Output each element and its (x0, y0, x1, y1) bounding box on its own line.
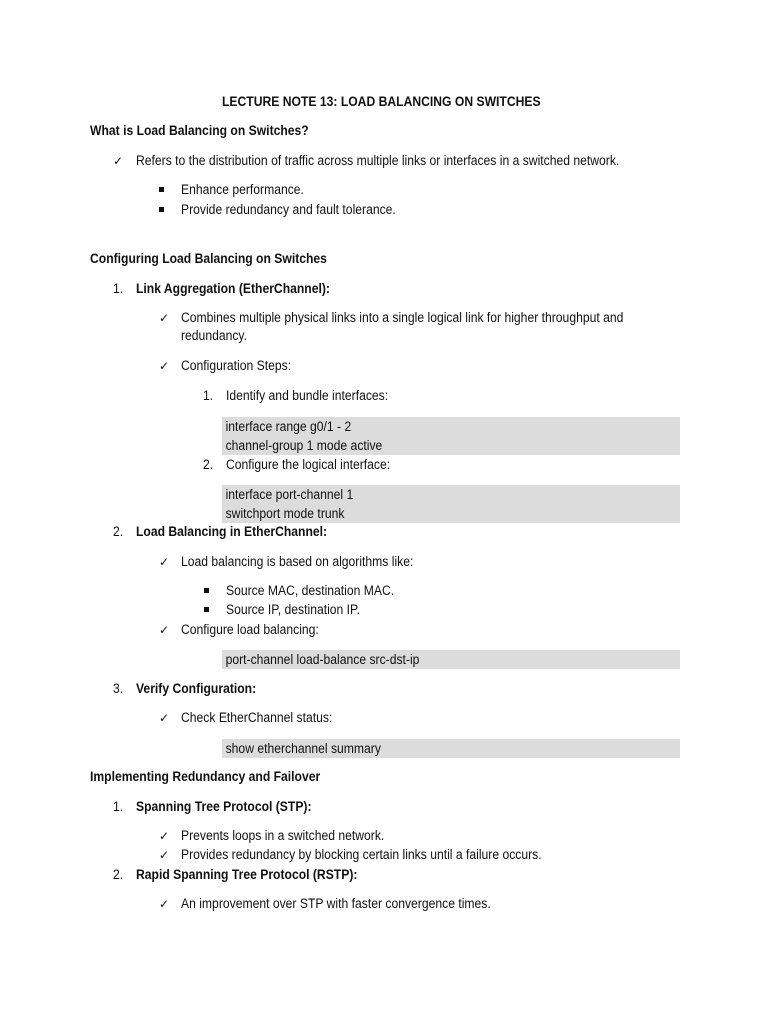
code-line: port-channel load-balance src-dst-ip (225, 652, 420, 667)
list-number: 1. (113, 281, 124, 296)
code-line: show etherchannel summary (225, 741, 381, 756)
step-number: 2. (203, 457, 214, 472)
list-number: 2. (113, 867, 124, 882)
check-status-label: Check EtherChannel status: (181, 710, 333, 725)
list-item: An improvement over STP with faster convergence times. (181, 896, 491, 911)
checkmark-icon: ✓ (159, 829, 170, 843)
code-line: switchport mode trunk (225, 506, 345, 521)
code-line: channel-group 1 mode active (225, 438, 383, 453)
checkmark-icon: ✓ (159, 711, 170, 725)
config-steps-label: Configuration Steps: (181, 358, 292, 373)
checkmark-icon: ✓ (113, 154, 124, 168)
link-aggregation-desc: Combines multiple physical links into a single logical link for higher throughput and redundancy. (181, 310, 624, 343)
item-heading-load-balancing: Load Balancing in EtherChannel: (136, 524, 328, 539)
list-item: Enhance performance. (181, 182, 304, 197)
square-bullet-icon (204, 588, 209, 593)
step-label: Identify and bundle interfaces: (226, 388, 389, 403)
configure-lb-label: Configure load balancing: (181, 622, 319, 637)
checkmark-icon: ✓ (159, 555, 170, 569)
list-item: Provides redundancy by blocking certain links until a failure occurs. (181, 847, 542, 862)
definition-text: Refers to the distribution of traffic across multiple links or interfaces in a switched network. (136, 153, 620, 168)
square-bullet-icon (159, 207, 164, 212)
code-block (222, 417, 680, 455)
code-block (222, 485, 680, 523)
checkmark-icon: ✓ (159, 623, 170, 637)
list-number: 1. (113, 799, 124, 814)
list-number: 3. (113, 681, 124, 696)
list-item: Prevents loops in a switched network. (181, 828, 385, 843)
checkmark-icon: ✓ (159, 848, 170, 862)
list-item: Provide redundancy and fault tolerance. (181, 202, 396, 217)
section-heading-configuring: Configuring Load Balancing on Switches (90, 251, 327, 266)
item-heading-verify: Verify Configuration: (136, 681, 257, 696)
code-line: interface port-channel 1 (225, 487, 354, 502)
item-heading-stp: Spanning Tree Protocol (STP): (136, 799, 312, 814)
list-item: Source IP, destination IP. (226, 602, 360, 617)
square-bullet-icon (204, 607, 209, 612)
square-bullet-icon (159, 187, 164, 192)
section-heading-redundancy: Implementing Redundancy and Failover (90, 769, 321, 784)
step-label: Configure the logical interface: (226, 457, 391, 472)
page-title: LECTURE NOTE 13: LOAD BALANCING ON SWITCHES (222, 94, 541, 109)
code-block (222, 739, 680, 758)
checkmark-icon: ✓ (159, 897, 170, 911)
list-item: Source MAC, destination MAC. (226, 583, 395, 598)
checkmark-icon: ✓ (159, 311, 170, 325)
item-heading-link-aggregation: Link Aggregation (EtherChannel): (136, 281, 330, 296)
step-number: 1. (203, 388, 214, 403)
algorithms-desc: Load balancing is based on algorithms like: (181, 554, 414, 569)
item-heading-rstp: Rapid Spanning Tree Protocol (RSTP): (136, 867, 358, 882)
code-block (222, 650, 680, 669)
list-number: 2. (113, 524, 124, 539)
checkmark-icon: ✓ (159, 359, 170, 373)
section-heading-what-is: What is Load Balancing on Switches? (90, 123, 309, 138)
code-line: interface range g0/1 - 2 (225, 419, 352, 434)
